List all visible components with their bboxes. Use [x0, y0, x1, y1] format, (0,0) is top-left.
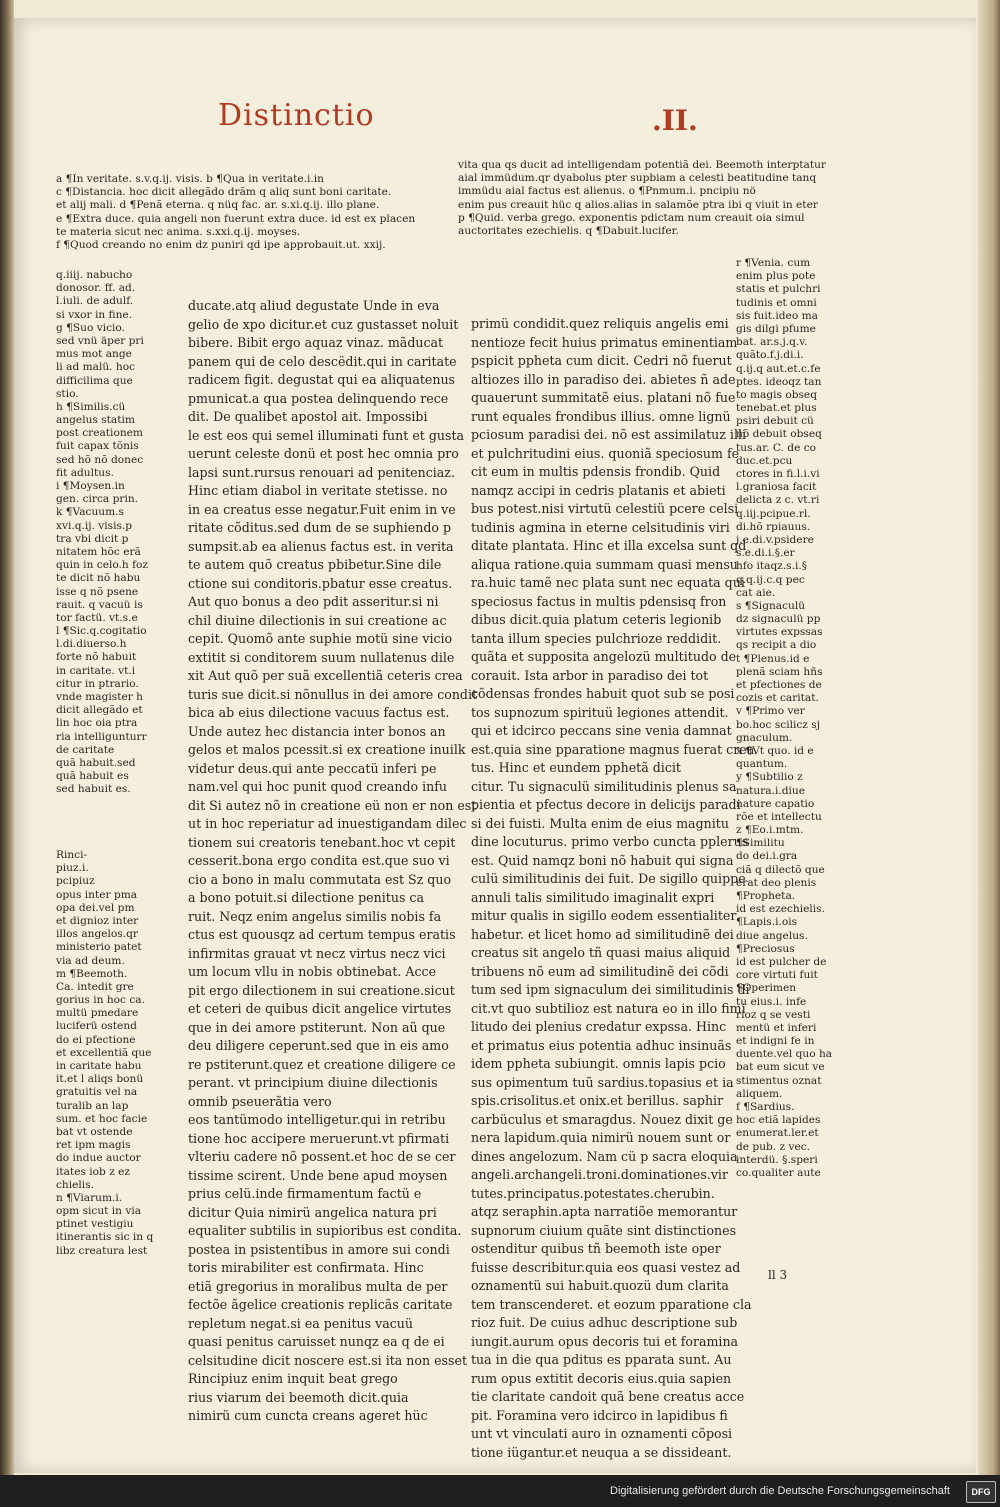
text-line: dibus dicit.quia platum ceteris legionib	[471, 612, 722, 627]
funding-notice: Digitalisierung gefördert durch die Deutsche Forschungsgemeinschaft	[610, 1485, 950, 1497]
text-line: sumpsit.ab ea alienus factus est. in verita	[188, 538, 454, 554]
text-line: natura.i.diue	[736, 784, 805, 797]
text-line: ¶Lapis.i.ois	[736, 916, 798, 929]
text-line: creatus sit angelo tñ quasi maius aliquid	[471, 945, 731, 960]
text-line: ctus est quousqz ad certum tempus eratis	[188, 927, 456, 942]
text-line: cat aie.	[736, 586, 776, 599]
text-line: extitit si conditorem suum nullatenus dile	[188, 649, 455, 665]
text-line: q.iij.pcipue.rl.	[736, 507, 811, 520]
text-line: tra vbi dicit p	[56, 532, 129, 545]
text-line: postea in psistentibus in amore sui condi	[188, 1241, 450, 1257]
text-line: enim pus creauit hüc q alios.alias in salamõe ptra ibi q viuit in eter	[458, 198, 818, 211]
text-line: idem ppheta subiungit. omnis lapis pcio	[471, 1056, 726, 1071]
text-line: sis fuit.ideo ma	[736, 309, 818, 322]
text-line: co.qualiter aute	[736, 1166, 821, 1179]
text-line: ptes. ideoqz tan	[736, 375, 822, 388]
text-line: gnaculum.	[736, 731, 793, 744]
text-line: bat. ar.s.j.q.v.	[736, 336, 808, 349]
text-line: tissime scirent. Unde bene apud moysen	[188, 1167, 448, 1183]
text-line: t ¶Plenus.id e	[736, 652, 810, 665]
text-line: radicem figit. degustat qui ea aliquatenus	[188, 372, 456, 387]
text-line: quin in celo.h foz	[56, 559, 148, 572]
text-line: angelus statim	[56, 414, 135, 427]
text-line: qui et idcirco peccans sine venia damnat	[471, 723, 732, 738]
text-line: difficilima que	[56, 374, 133, 387]
text-line: tutes.principatus.potestates.cherubin.	[471, 1185, 715, 1201]
text-line: ctores in fi.l.i.vi	[736, 468, 820, 480]
text-line: li ad malü. hoc	[56, 361, 136, 374]
text-line: q.ij.q aut.et.c.fe	[736, 362, 821, 375]
text-line: perant. vt principium diuine dilectionis	[188, 1075, 438, 1090]
text-line: tus.ar. C. de co	[736, 441, 817, 454]
text-line: erat deo plenis	[736, 876, 817, 889]
text-line: dines angelozum. Nam cü p sacra eloquia	[471, 1148, 738, 1164]
text-line: ¶Preciosus	[736, 942, 795, 955]
text-line: plenã sciam hñs	[736, 665, 823, 678]
text-line: mitur qualis in sigillo eodem essentialiter	[471, 908, 737, 923]
text-line: donosor. ff. ad.	[56, 282, 136, 295]
text-line: angeli.archangeli.troni.dominationes.vir	[471, 1167, 728, 1182]
text-line: vita qua qs ducit ad intelligendam potentiã dei. Beemoth interptatur	[458, 159, 826, 171]
text-line: tione hoc accipere meruerunt.vt pfirmati	[188, 1130, 450, 1146]
text-line: etiã gregorius in moralibus multa de per	[188, 1278, 448, 1294]
text-line: pientia et pfectus decore in delicijs paradi	[471, 797, 741, 812]
text-line: multü pmedare	[56, 1007, 139, 1020]
text-line: bat eum sicut ve	[736, 1061, 825, 1074]
text-line: quãto.f.j.di.i.	[736, 349, 804, 362]
text-line: tenebat.et plus	[736, 402, 817, 415]
text-line: Aut quo bonus a deo pdit asseritur.si ni	[188, 594, 439, 609]
page-fore-edge	[978, 0, 1000, 1475]
text-line: omnib pseuerãtia vero	[188, 1093, 332, 1109]
text-line: gis dilgi pfume	[736, 322, 816, 335]
text-line: pspicit ppheta cum dicit. Cedri nõ fuerut	[471, 353, 732, 368]
left-gloss-column	[56, 270, 174, 798]
text-line: quãta et supposita angelozü multitudo de	[471, 649, 737, 664]
text-line: fuisse describitur.quia eos quasi vestez ad	[471, 1259, 741, 1275]
text-line: et excellentiã que	[56, 1046, 152, 1059]
text-line: bat vt ostende	[56, 1125, 133, 1138]
text-line: rum opus extitit decoris eius.quia sapien	[471, 1370, 732, 1386]
text-line: auctoritates ezechielis. q ¶Dabuit.lucifer.	[458, 224, 679, 237]
text-line: sed hõ nõ donec	[56, 453, 144, 466]
text-line: pciosum paradisi dei. nõ est assimilatuz illi	[471, 427, 747, 442]
text-line: unt vt vinculati auro in oznamenti cõposi	[471, 1426, 733, 1441]
top-right-gloss-block	[458, 159, 826, 239]
text-line: x ¶Vt quo. id e	[736, 744, 814, 757]
text-line: rioz q se vesti	[736, 1008, 811, 1021]
text-line: turalib an lap	[56, 1099, 129, 1112]
text-line: vnde magister h	[56, 691, 143, 703]
text-line: Rinci-	[56, 849, 88, 861]
text-line: iungit.aurum opus decoris tui et foramina	[471, 1333, 739, 1349]
text-line: tus. Hinc et eundem pphetã dicit	[471, 760, 681, 775]
text-line: de pub. z vec.	[736, 1140, 811, 1153]
text-line: si vxor in fine.	[56, 308, 133, 321]
text-line: vlteriu cadere nõ possent.et hoc de se cer	[188, 1149, 456, 1164]
footer-bar	[0, 1475, 1000, 1507]
text-line: libz creatura lest	[56, 1244, 148, 1257]
text-line: repletum negat.si ea penitus vacuü	[188, 1315, 413, 1331]
text-line: cio a bono in malu commutata est Sz quo	[188, 871, 452, 887]
text-line: v ¶Primo ver	[736, 705, 805, 718]
text-line: supnorum ciuium quãte sint distinctiones	[471, 1222, 737, 1238]
text-line: namqz accipi in cedris platanis et abieti	[471, 482, 726, 498]
text-line: runt equales frondibus illius. omne lignü	[471, 408, 731, 424]
top-left-gloss-block	[56, 174, 438, 253]
text-line: rioz fuit. De cuius adhuc descriptione sub	[471, 1315, 738, 1330]
signature-mark: ll 3	[768, 1268, 788, 1282]
text-line: ¶Operimen	[736, 982, 797, 995]
text-line: rauit. q vacuü is	[56, 598, 143, 611]
text-line: luciferü ostend	[56, 1020, 137, 1033]
text-line: ria intelligunturr	[56, 730, 147, 743]
text-line: enumerat.ler.et	[736, 1127, 819, 1140]
text-line: tor factü. vt.s.e	[56, 611, 138, 624]
text-line: ¶Similitu	[736, 837, 785, 850]
text-line: sum. et hoc facie	[56, 1112, 148, 1125]
text-line: stimentus oznat	[736, 1074, 822, 1087]
text-line: et dignioz inter	[56, 914, 139, 927]
text-line: tos supnozum spirituü legiones attendit.	[471, 704, 729, 720]
text-line: Hinc etiam diabol in veritate stetisse. no	[188, 483, 448, 498]
text-line: xvi.q.ij. visis.p	[56, 519, 133, 532]
text-line: rõe et intellectu	[736, 810, 822, 823]
text-line: in ea creatus esse negatur.Fuit enim in ve	[188, 501, 456, 517]
text-line: k ¶Vacuum.s	[56, 506, 124, 519]
text-line: chielis.	[56, 1178, 94, 1191]
text-line: litudo dei plenius credatur expssa. Hinc	[471, 1019, 727, 1034]
text-line: spis.crisolitus.et onix.et berillus. saphir	[471, 1093, 724, 1108]
text-line: gelio de xpo dicitur.et cuz gustasset noluit	[188, 316, 459, 332]
text-line: oznamentü sui habuit.quozü dum clarita	[471, 1278, 729, 1293]
text-line: et pulchritudini eius. quoniã speciosum fe	[471, 445, 740, 461]
text-line: l.iuli. de adulf.	[56, 295, 134, 308]
text-line: lapsi sunt.rursus renouari ad penitenciaz.	[188, 464, 455, 480]
text-line: Rincipiuz enim inquit beat grego	[188, 1371, 398, 1386]
text-line: tua in die qua pditus es pparata sunt. Au	[471, 1352, 732, 1367]
text-line: aliquem.	[736, 1087, 783, 1100]
text-line: pcipiuz	[56, 875, 95, 888]
text-line: quã habuit.sed	[56, 756, 136, 769]
text-line: tribuens nõ eum ad similitudinẽ dei cõdi	[471, 963, 729, 979]
text-line: xit Aut quõ per suã excellentiã ceteris crea	[188, 668, 463, 683]
text-line: de caritate	[56, 743, 115, 756]
text-line: interdü. §.speri	[736, 1153, 818, 1166]
text-line: dit Si autez nõ in creatione eü non er non est	[188, 797, 477, 813]
text-line: rius viarum dei beemoth dicit.quia	[188, 1389, 409, 1405]
text-line: lin hoc oia ptra	[56, 717, 138, 730]
text-line: annuli talis similitudo imaginalit expri	[471, 889, 715, 905]
text-line: ctione sui conditoris.pbatur esse creatus.	[188, 575, 453, 591]
text-line: culü similitudinis dei fuit. De sigillo quippe	[471, 871, 746, 886]
text-line: Ca. intedit gre	[56, 980, 134, 993]
text-line: et indigni fe in	[736, 1035, 815, 1048]
text-line: id est pulcher de	[736, 955, 827, 968]
running-title: Distinctio	[218, 98, 375, 133]
text-line: r ¶Venia. cum	[736, 257, 811, 269]
text-line: primü condidit.quez reliquis angelis emi	[471, 316, 729, 331]
text-line: dicitur Quia nimirü angelica natura pri	[188, 1204, 437, 1220]
text-line: ut in hoc reperiatur ad inuestigandam dilec	[188, 816, 467, 831]
text-line: a bono potuit.si dilectione penitus ca	[188, 890, 424, 905]
text-line: c ¶Distancia. hoc dicit allegãdo drãm q aliq sunt boni caritate.	[56, 186, 392, 199]
text-line: ministerio patet	[56, 941, 142, 954]
text-line: piuz.i.	[56, 862, 89, 875]
text-line: tum sed ipm signaculum dei similitudinis di	[471, 982, 750, 997]
text-line: s ¶Signaculü	[736, 599, 806, 612]
text-line: eos tantümodo intelligetur.qui in retribu	[188, 1112, 446, 1127]
text-line: n ¶Viarum.i.	[56, 1191, 123, 1204]
text-line: l ¶Sic.q.cogitatio	[56, 625, 147, 638]
text-line: opus inter pma	[56, 888, 138, 901]
text-line: i ¶Moysen.in	[56, 480, 125, 492]
text-line: ciã q dilectõ que	[736, 863, 825, 876]
text-line: do ei pfectione	[56, 1033, 136, 1046]
text-line: sed habuit es.	[56, 783, 131, 796]
text-line: gelos et malos pcessit.si ex creatione inuilk	[188, 742, 466, 757]
text-line: cit.vt quo subtilioz est natura eo in illo fimi	[471, 1000, 746, 1016]
text-line: cozis et caritat.	[736, 692, 819, 705]
text-line: fuit capax tõnis	[56, 440, 139, 453]
text-line: te materia sicut nec anima. s.xxi.q.ij. moyses.	[56, 225, 301, 238]
text-line: s.e.di.i.§.er	[736, 547, 795, 560]
text-line: m ¶Beemoth.	[56, 967, 128, 980]
text-line: nimirü cum cuncta creans ageret hüc	[188, 1408, 428, 1423]
text-line: bibere. Bibit ergo aquaz vinaz. mãducat	[188, 335, 444, 350]
text-line: f ¶Sardius.	[736, 1101, 795, 1113]
text-line: itinerantis sic in q	[56, 1231, 154, 1244]
text-line: si dei fuisti. Multa enim de eius magnitu	[471, 815, 729, 831]
text-line: atqz seraphin.apta narratiõe memorantur	[471, 1204, 738, 1219]
text-line: do indue auctor	[56, 1152, 141, 1165]
text-line: ritate cõditus.sed dum de se suphiendo p	[188, 520, 452, 535]
text-line: sed vnü äper pri	[56, 334, 144, 347]
text-line: citur in ptrario.	[56, 677, 139, 690]
text-line: dit. De qualibet apostol ait. Impossibi	[188, 409, 428, 424]
text-line: infirmitas grauat vt necz virtus necz vici	[188, 945, 446, 961]
text-line: in caritate. vt.i	[56, 664, 136, 677]
text-line: habetur. et licet homo ad similitudinẽ dei	[471, 926, 734, 942]
text-line: psiri debuit cü	[736, 415, 814, 428]
text-line: nitatem hõc erã	[56, 545, 141, 558]
text-line: gratuitis vel na	[56, 1086, 138, 1099]
text-line: hoc etiã lapides	[736, 1114, 821, 1127]
text-line: aliqua ratione.quia summam quasi mensu	[471, 556, 738, 572]
main-text-column-2	[471, 316, 755, 1465]
text-line: ruit. Neqz enim angelus similis nobis fa	[188, 908, 442, 924]
text-line: dz signaculü pp	[736, 613, 821, 626]
text-line: ¶Propheta.	[736, 890, 796, 902]
text-line: l.di.diuerso.h	[56, 638, 127, 651]
text-line: equaliter subtilis in supioribus est condita.	[188, 1223, 462, 1238]
distinction-number: .II.	[652, 104, 698, 137]
text-line: speciosus factus in multis pdensisq fron	[471, 593, 727, 609]
text-line: y ¶Subtilio z	[736, 771, 803, 784]
text-line: z ¶Eo.i.mtm.	[736, 824, 804, 837]
text-line: opm sicut in via	[56, 1205, 142, 1218]
book-spine-edge	[0, 0, 14, 1475]
text-line: deu diligere ceperunt.sed que in eis amo	[188, 1038, 449, 1053]
text-line: q.q.ij.c.q pec	[736, 573, 805, 586]
text-line: q.iiij. nabucho	[56, 269, 133, 281]
text-line: gorius in hoc ca.	[56, 994, 145, 1007]
text-line: duente.vel quo ha	[736, 1048, 833, 1061]
text-line: nature capatio	[736, 797, 815, 810]
text-line: virtutes expssas	[736, 626, 823, 639]
text-line: duc.et.pcu	[736, 454, 793, 467]
text-line: corauit. Ista arbor in paradiso dei tot	[471, 667, 709, 683]
text-line: ditate plantata. Hinc et illa excelsa sunt qd	[471, 538, 747, 553]
text-line: in caritate habu	[56, 1060, 142, 1072]
text-line: cit eum in multis pdensis frondib. Quid	[471, 464, 721, 479]
text-line: qs recipit a dio	[736, 639, 817, 652]
text-line: fectõe ãgelice creationis replicãs caritate	[188, 1297, 453, 1312]
text-line: a ¶In veritate. s.v.q.ij. visis. b ¶Qua in veritate.i.in	[56, 173, 324, 185]
text-line: tudinis et omni	[736, 296, 817, 309]
text-line: le est eos qui semel illuminati funt et gusta	[188, 427, 465, 443]
text-line: nentioze fecit huius primatus eminentiam	[471, 334, 738, 350]
left-gloss-column-lower	[56, 850, 174, 1259]
text-line: videtur deus.qui ante peccatü inferi pe	[188, 760, 437, 776]
text-line: g ¶Suo vicio.	[56, 321, 125, 334]
text-line: quauerunt summitatẽ eius. platani nõ fue	[471, 390, 736, 405]
text-line: tie claritate candoit quã bene creatus acce	[471, 1389, 745, 1404]
text-line: post creationem	[56, 427, 143, 440]
text-line: diue angelus.	[736, 929, 808, 942]
text-line: forte nõ habuit	[56, 651, 137, 664]
text-line: chil diuine dilectionis in sui creatione ac	[188, 612, 447, 628]
text-line: opa dei.vel pm	[56, 901, 135, 914]
text-line: quantum.	[736, 758, 788, 771]
text-line: dine locuturus. primo verbo cuncta pplerus	[471, 834, 749, 849]
text-line: et ceteri de quibus dicit angelice virtutes	[188, 1001, 452, 1016]
text-line: Unde autez hec distancia inter bonos an	[188, 723, 446, 739]
text-line: te dicit nõ habu	[56, 572, 141, 585]
text-line: toris mirabiliter est confirmata. Hinc	[188, 1260, 424, 1275]
text-line: nera lapidum.quia nimirü nouem sunt or	[471, 1130, 731, 1145]
text-line: bo.hoc scilicz sj	[736, 718, 820, 731]
text-line: id est ezechielis.	[736, 903, 825, 916]
main-text-column-1	[188, 298, 478, 1429]
text-line: do dei.i.gra	[736, 850, 798, 863]
text-line: carbüculus et smaragdus. Nouez dixit ge	[471, 1111, 733, 1127]
text-line: aial immüdum.qr dyabolus pter supbiam a celesti beatitudine tanq	[458, 172, 817, 185]
text-line: l.graniosa facit	[736, 481, 817, 494]
text-line: te autem quõ creatus pbibetur.Sine dile	[188, 557, 442, 572]
text-line: e ¶Extra duce. quia angeli non fuerunt extra duce. id est ex placen	[56, 212, 416, 225]
dfg-logo: DFG	[966, 1481, 996, 1503]
text-line: et alij mali. d ¶Penã eterna. q nüq fac. ar. s.xi.q.ij. illo plane.	[56, 199, 380, 212]
text-line: mentü et inferi	[736, 1021, 817, 1034]
text-line: p ¶Quid. verba grego. exponentis pdictam num creauit oia simul	[458, 211, 805, 224]
text-line: nam.vel qui hoc punit quod creando infu	[188, 779, 448, 794]
text-line: h ¶Similis.cü	[56, 400, 126, 413]
text-line: uerunt celeste donü et post hec omnia pro	[188, 446, 459, 461]
text-line: celsitudine dicit noscere est.si ita non esset	[188, 1352, 467, 1368]
right-gloss-column	[736, 258, 846, 1181]
text-line: hfo itaqz.s.i.§	[736, 560, 808, 573]
text-line: statis et pulchri	[736, 283, 821, 296]
text-line: turis sue dicit.si nõnullus in dei amore condit	[188, 686, 478, 702]
text-line: citur. Tu signaculü similitudinis plenus sa	[471, 778, 737, 794]
text-line: cõdensas frondes habuit quot sub se posi	[471, 686, 735, 701]
text-line: f ¶Quod creando no enim dz puniri qd ipe approbauit.ut. xxij.	[56, 238, 386, 251]
text-line: illos angelos.qr	[56, 928, 138, 941]
text-line: tudinis agmina in eterne celsitudinis viri	[471, 519, 730, 535]
text-line: to magis obseq	[736, 388, 817, 401]
text-line: gen. circa prin.	[56, 493, 139, 506]
text-line: di.hõ rpiauus.	[736, 520, 811, 533]
text-line: est.quia sine pparatione magnus fuerat crea	[471, 741, 755, 757]
text-line: cesserit.bona ergo condita est.que suo vi	[188, 853, 450, 868]
text-line: stio.	[56, 387, 79, 400]
text-line: itates iob z ez	[56, 1165, 131, 1178]
text-line: um locum vllu in nobis obtinebat. Acce	[188, 964, 437, 979]
text-line: mus mot ange	[56, 348, 132, 361]
text-line: ra.huic tamẽ nec plata sunt nec equata qui	[471, 575, 745, 590]
text-line: prius celü.inde firmamentum factü e	[188, 1186, 422, 1201]
text-line: core virtuti fuit	[736, 969, 818, 982]
text-line: enim plus pote	[736, 270, 816, 283]
text-line: quã habuit es	[56, 770, 129, 783]
text-line: ret ipm magis	[56, 1139, 131, 1152]
text-line: tanta illum species pulchrioze reddidit.	[471, 630, 722, 646]
text-line: tionem sui creatoris tenebant.hoc vt cepit	[188, 834, 456, 850]
text-line: ptinet vestigiu	[56, 1218, 134, 1231]
text-line: re pstiterunt.quez et creatione diligere ce	[188, 1056, 456, 1072]
text-line: que in dei amore pstiterunt. Non aũ que	[188, 1019, 446, 1035]
text-line: j.e.di.v.psidere	[736, 533, 814, 546]
text-line: ducate.atq aliud degustate Unde in eva	[188, 298, 440, 313]
text-line: sus opimentum tuũ sardius.topasius et ia	[471, 1074, 734, 1090]
text-line: tem transcenderet. et eozum pparatione cla	[471, 1296, 752, 1312]
text-line: fit adultus.	[56, 466, 114, 479]
text-line: quasi penitus caruisset nunqz ea q de ei	[188, 1334, 445, 1349]
text-line: nõ debuit obseq	[736, 428, 822, 441]
text-line: delicta z c. vt.ri	[736, 494, 820, 507]
text-line: panem qui de celo descëdit.qui in caritate	[188, 353, 457, 369]
text-line: pit. Foramina vero idcirco in lapidibus fi	[471, 1407, 728, 1423]
text-line: tu eius.i. infe	[736, 995, 807, 1008]
text-line: bus potest.nisi virtutü celestiü pcere celsi	[471, 501, 739, 516]
text-line: cepit. Quomõ ante suphie motü sine vicio	[188, 631, 453, 646]
text-line: immüdu aial factus est alienus. o ¶Pnmum.i. pncipiu nö	[458, 185, 756, 198]
text-line: est. Quid namqz boni nõ habuit qui signa	[471, 852, 734, 868]
text-line: dicit allegãdo et	[56, 704, 143, 717]
text-line: tione iügantur.et neuqua a se dissideant.	[471, 1444, 732, 1460]
text-line: pmunicat.a qua postea delinquendo rece	[188, 390, 449, 406]
text-line: isse q nõ psene	[56, 585, 139, 598]
text-line: bica ab eius dilectione vacuus factus est.	[188, 705, 450, 720]
text-line: et primatus eius potentia adhuc insinuãs	[471, 1037, 732, 1053]
text-line: via ad deum.	[56, 954, 125, 967]
text-line: pit ergo dilectionem in sui creatione.sicut	[188, 982, 455, 998]
text-line: it.et l aliqs bonü	[56, 1073, 144, 1086]
text-line: et pfectiones de	[736, 679, 822, 691]
text-line: ostenditur quibus tñ beemoth iste oper	[471, 1241, 721, 1256]
text-line: altiozes illo in paradiso dei. abietes ñ ade	[471, 371, 736, 387]
